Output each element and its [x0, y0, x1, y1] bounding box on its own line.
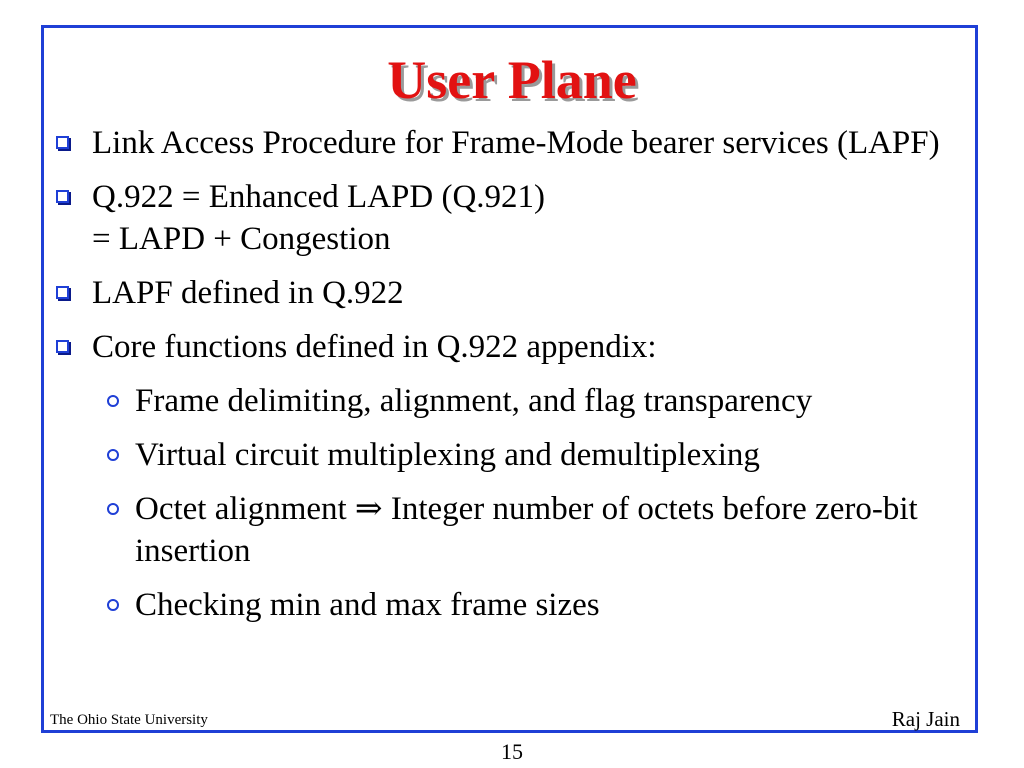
sub-bullet-item — [104, 488, 966, 572]
circle-bullet-icon — [107, 599, 119, 611]
sub-bullet-item — [104, 584, 966, 626]
sub-bullet-text: Frame delimiting, alignment, and flag transparency — [135, 383, 813, 419]
bullet-text: Core functions defined in Q.922 appendix: — [92, 329, 657, 365]
bullet-item — [56, 326, 966, 368]
sub-bullet-text: Octet alignment ⇒ Integer number of octets before zero-bit insertion — [135, 491, 918, 569]
bullet-text: Link Access Procedure for Frame-Mode bearer services (LAPF) — [92, 125, 940, 161]
square-bullet-icon — [56, 340, 69, 353]
sub-bullet-text: Checking min and max frame sizes — [135, 587, 600, 623]
bullet-text: LAPF defined in Q.922 — [92, 275, 404, 311]
footer-institution: The Ohio State University — [50, 712, 208, 728]
bullet-text: Q.922 = Enhanced LAPD (Q.921) — [92, 179, 546, 215]
square-bullet-icon — [56, 136, 69, 149]
page-number: 15 — [501, 739, 523, 764]
sub-bullet-item — [104, 434, 966, 476]
bullet-item — [56, 122, 966, 164]
bullet-text-continuation: = LAPD + Congestion — [92, 221, 391, 257]
sub-bullet-text: Virtual circuit multiplexing and demultiplexing — [135, 437, 760, 473]
bullet-item — [56, 176, 966, 260]
slide-title: User Plane — [387, 50, 637, 110]
square-bullet-icon — [56, 190, 69, 203]
circle-bullet-icon — [107, 395, 119, 407]
bullet-item — [56, 272, 966, 314]
square-bullet-icon — [56, 286, 69, 299]
circle-bullet-icon — [107, 503, 119, 515]
sub-bullet-item — [104, 380, 966, 422]
circle-bullet-icon — [107, 449, 119, 461]
footer-author: Raj Jain — [891, 707, 960, 731]
bullet-list — [56, 122, 966, 638]
